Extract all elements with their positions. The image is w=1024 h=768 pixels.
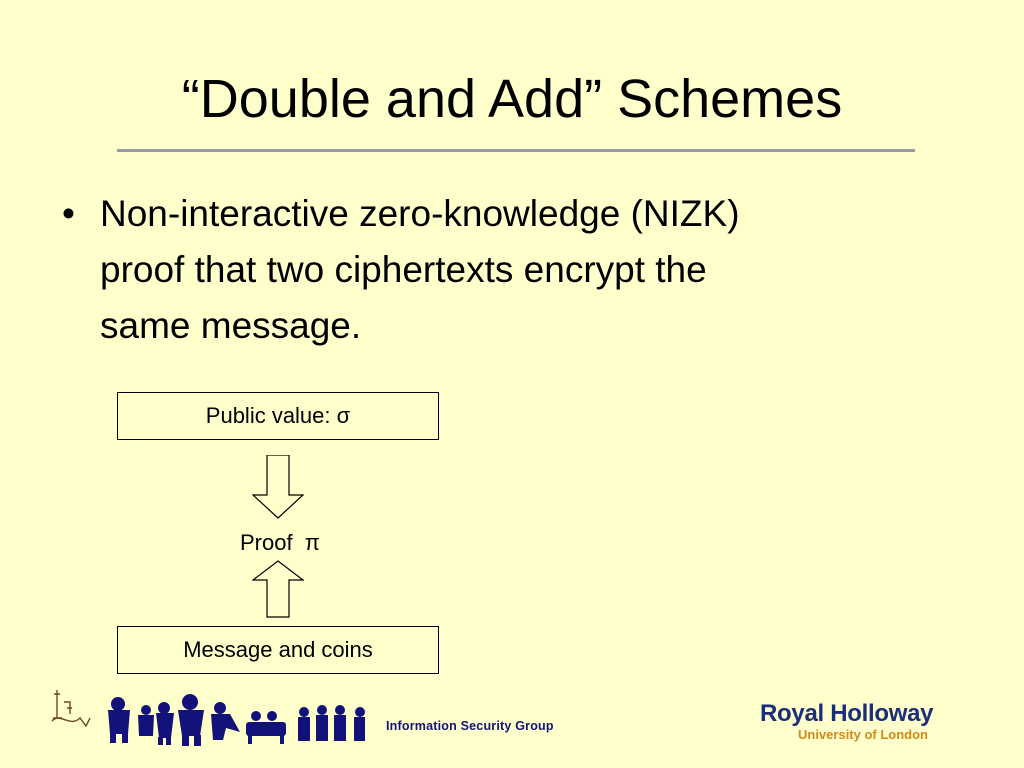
public-value-label: Public value: σ — [205, 403, 351, 428]
bullet-line: same message. — [100, 305, 362, 346]
bullet-line: Non-interactive zero-knowledge (NIZK) — [100, 193, 740, 234]
royal-holloway-name: Royal Holloway — [760, 700, 934, 727]
university-of-london-subtitle: University of London — [798, 727, 928, 742]
title-divider — [117, 149, 915, 152]
message-and-coins-label: Message and coins — [183, 637, 373, 662]
bullet-line: proof that two ciphertexts encrypt the — [100, 249, 707, 290]
slide-title: “Double and Add” Schemes — [181, 69, 843, 129]
isg-group-name: Information Security Group — [386, 719, 554, 733]
proof-label: Proof π — [240, 530, 320, 555]
up-arrow-icon — [252, 560, 304, 618]
bullet-item — [62, 186, 942, 354]
public-value-box — [117, 392, 439, 440]
isg-silhouette-logo-icon — [50, 688, 390, 748]
down-arrow-icon — [252, 455, 304, 519]
bullet-list — [62, 186, 942, 354]
message-and-coins-box — [117, 626, 439, 674]
bullet-marker: • — [62, 193, 75, 234]
